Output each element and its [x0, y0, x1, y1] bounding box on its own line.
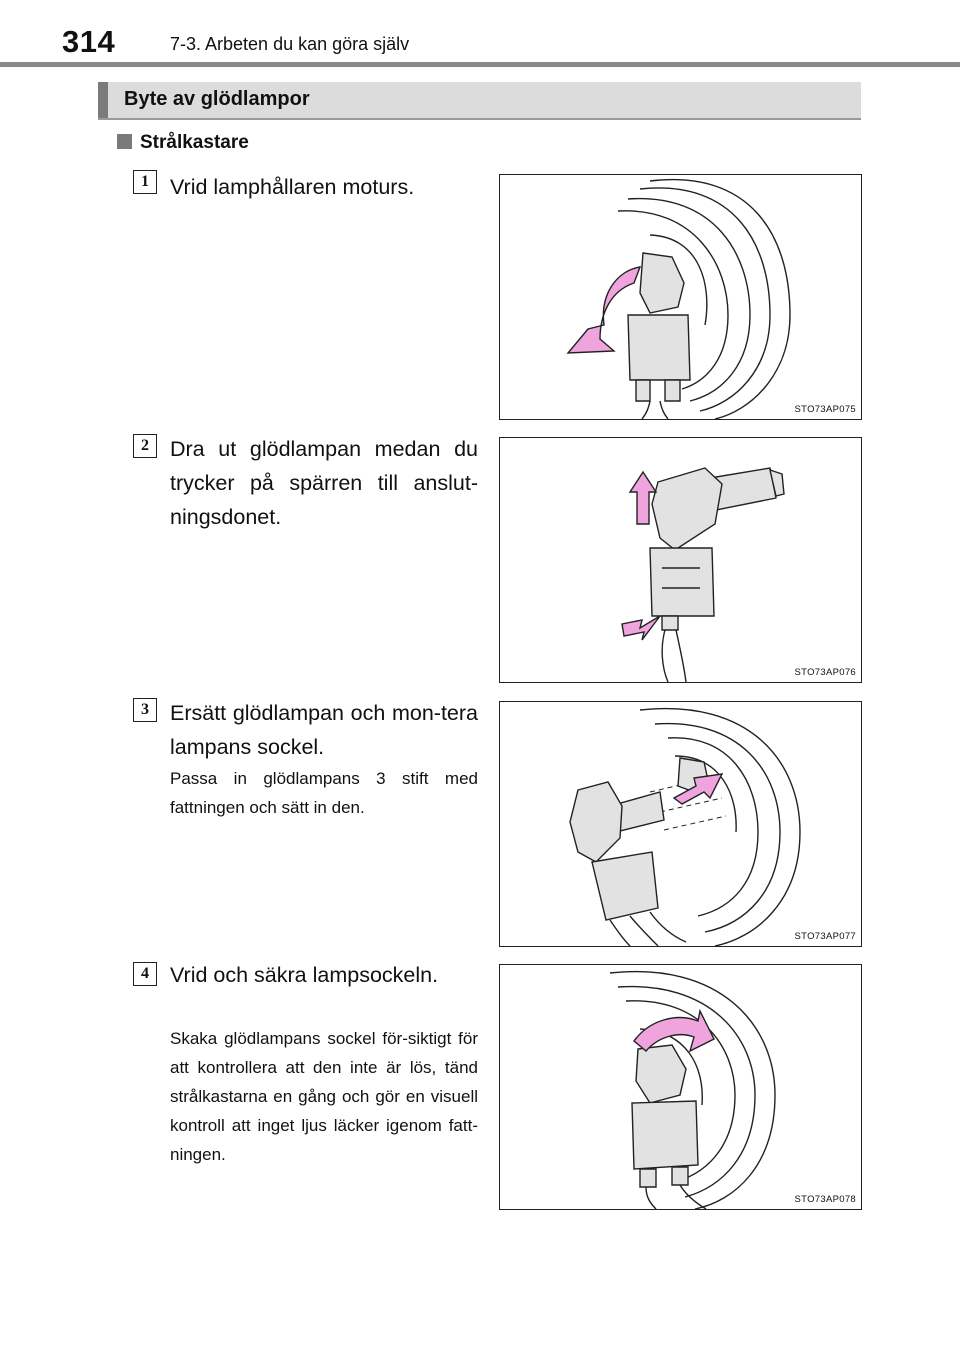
- bulb-insert-illustration: [500, 702, 861, 946]
- bulb-pull-out-illustration: [500, 438, 861, 682]
- step-3-text: Ersätt glödlampan och mon-tera lampans sockel.: [170, 701, 478, 759]
- figure-step-1: [499, 174, 862, 420]
- page-number: 314: [62, 24, 116, 59]
- lamp-holder-turn-illustration: [500, 175, 861, 419]
- figure-step-2: [499, 437, 862, 683]
- step-number-4: 4: [133, 962, 157, 986]
- step-3-note: Passa in glödlampans 3 stift med fattningen och sätt in den.: [170, 769, 478, 817]
- figure-code: STO73AP075: [794, 404, 856, 415]
- step-number-2: 2: [133, 434, 157, 458]
- figure-step-3: [499, 701, 862, 947]
- figure-step-4: [499, 964, 862, 1210]
- section-divider: [98, 118, 861, 120]
- page-header: [62, 24, 960, 64]
- figure-code: STO73AP078: [794, 1194, 856, 1205]
- step-1-text: Vrid lamphållaren moturs.: [170, 175, 415, 199]
- chapter-title: 7-3. Arbeten du kan göra själv: [170, 34, 410, 54]
- step-4-note: Skaka glödlampans sockel för-siktigt för att kontrollera att den inte är lös, tänd strålkastarna en gång och gör en visuell kontroll att inget ljus läcker igenom fatt-ningen.: [170, 1029, 478, 1164]
- socket-lock-illustration: [500, 965, 861, 1209]
- step-4-text: Vrid och säkra lampsockeln.: [170, 963, 439, 987]
- section-title: Byte av glödlampor: [124, 88, 310, 110]
- figure-code: STO73AP077: [794, 931, 856, 942]
- step-2-text: Dra ut glödlampan medan du trycker på spärren till anslut-ningsdonet.: [170, 437, 478, 529]
- step-number-3: 3: [133, 698, 157, 722]
- subheading-label: Strålkastare: [140, 132, 249, 153]
- square-bullet-icon: [117, 134, 132, 149]
- step-number-1: 1: [133, 170, 157, 194]
- subheading: [117, 132, 249, 154]
- figure-code: STO73AP076: [794, 667, 856, 678]
- header-divider: [0, 62, 960, 67]
- section-title-bar: [98, 82, 861, 118]
